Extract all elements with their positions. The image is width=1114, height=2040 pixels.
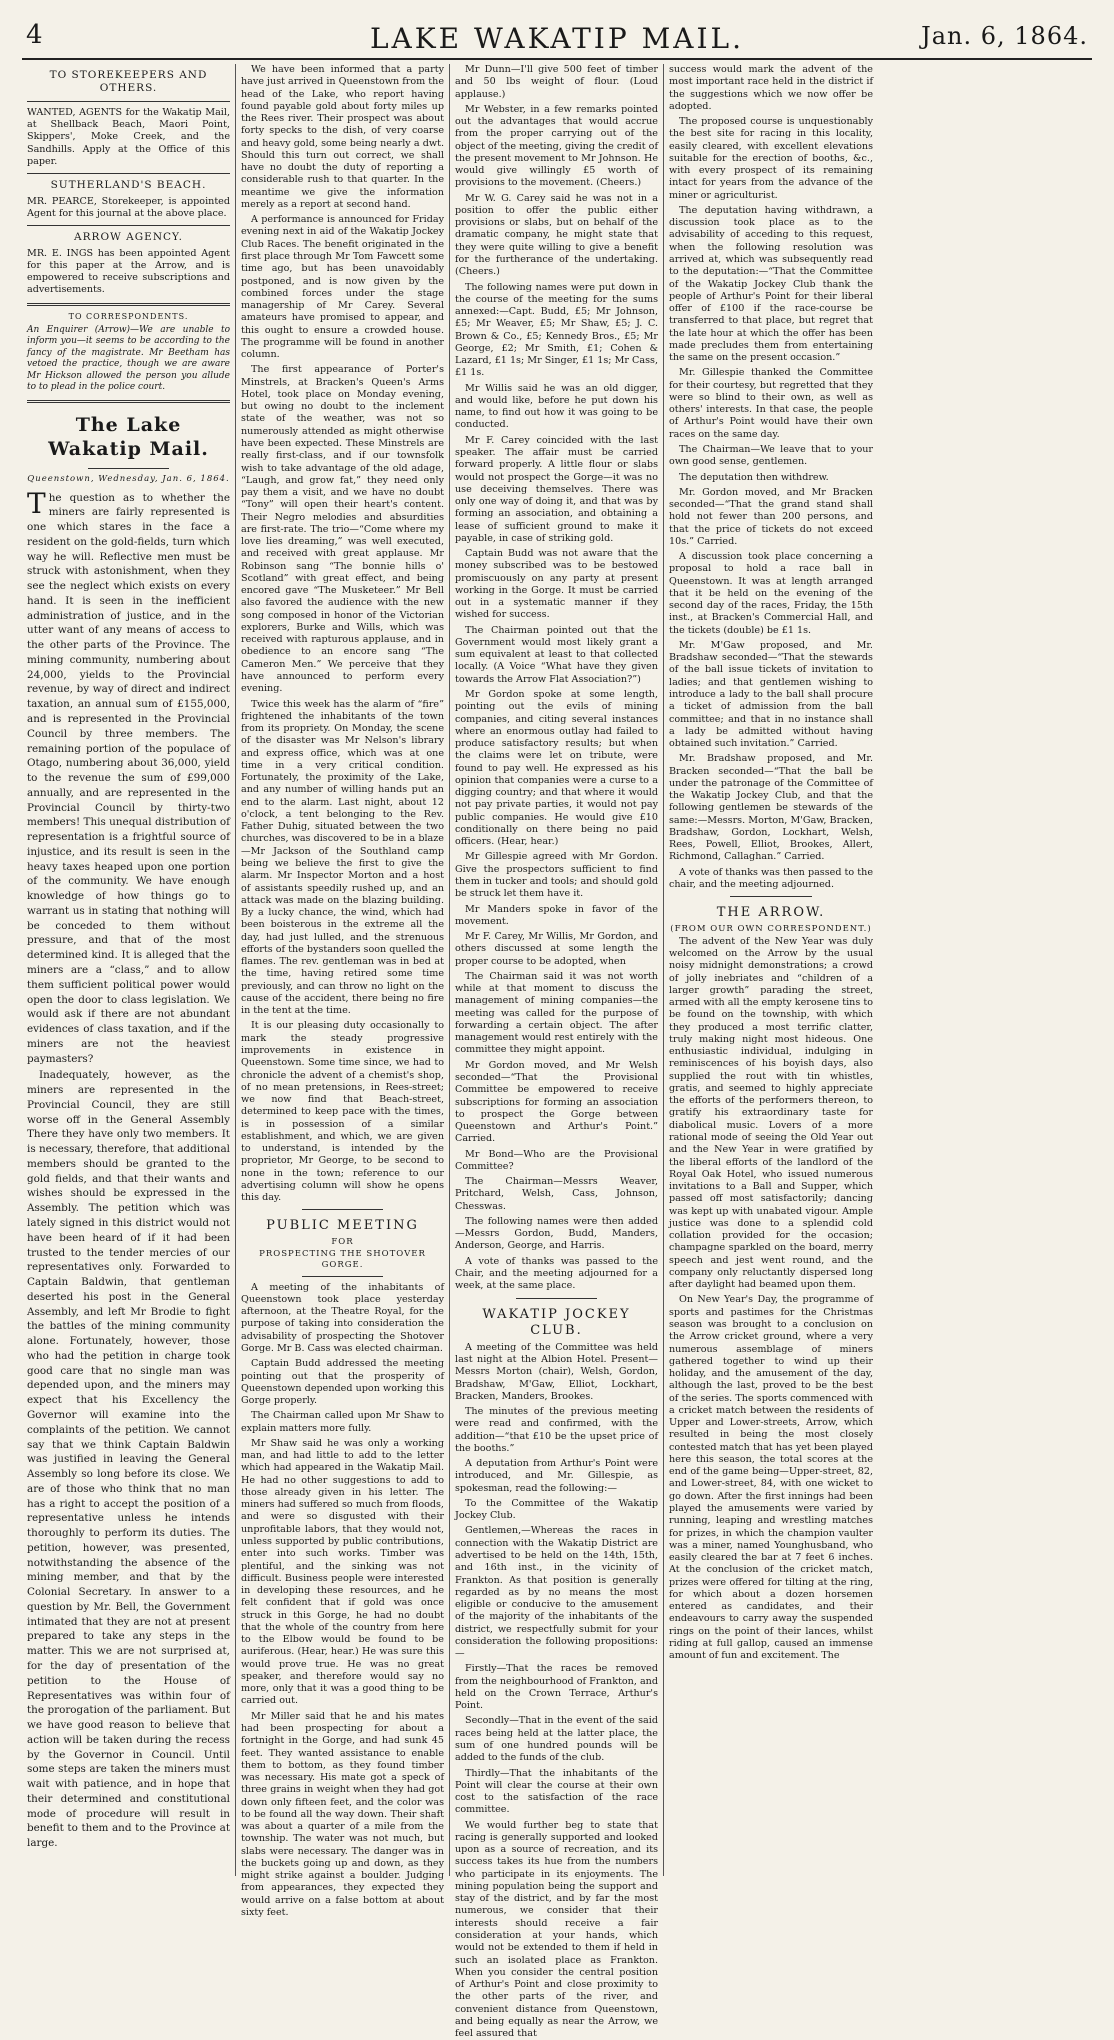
columns <box>22 64 1092 2040</box>
heading-the-arrow: THE ARROW. <box>716 905 826 921</box>
news-paragraph: The advent of the New Year was duly welcomed on the Arrow by the usual noisy midnight demonstrations; a crowd of jolly inebriates and “children of a larger growth” parading the street, armed with all the empty kerosene tins to be found on the township, with which they produced a most terrific clatter, truly making night most hideous. One enthusiastic individual, indulging in reminiscences of his boyish days, also supplied the rout with tin whistles, gratis, and seemed to highly appreciate the efforts of the performers thereon, to gratify his extraordinary taste for diabolical music. Lovers of a more rational mode of seeing the Old Year out and the New Year in were gratified by the liberal efforts of the landlord of the Royal Oak Hotel, who issued numerous invitations to a Ball and Supper, which passed off most satisfactorily; dancing was kept up with unabated vigour. Ample justice was done to a splendid cold collation provided for the occasion; champagne sparkled on the board, merry speech and jest went round, and the company only reluctantly dispersed long after daylight had beamed upon them. <box>669 935 873 1291</box>
news-paragraph: The Chairman pointed out that the Government would most likely grant a sum equivalent at least to that collected locally. (A Voice “What have they given towards the Arrow Flat Association?”) <box>455 624 658 685</box>
news-paragraph: A meeting of the Committee was held last night at the Albion Hotel. Present—Messrs Morton (chair), Welsh, Gordon, Bradshaw, M'Gaw, Elliot, Lockhart, Bracken, Manders, Brookes. <box>455 1341 658 1402</box>
news-paragraph: Mr W. G. Carey said he was not in a position to offer the public either provisions or slabs, but on behalf of the dramatic company, he might state that they were quite willing to give a benefit for the furtherance of the undertaking. (Cheers.) <box>455 192 658 278</box>
news-paragraph: Mr. M'Gaw proposed, and Mr. Bradshaw seconded—“That the stewards of the ball issue tickets of invitation to ladies; and that gentlemen wishing to introduce a lady to the ball shall procure a ticket of admission from the ball committee; and that in no instance shall a lady be admitted without having obtained such invitation.” Carried. <box>669 639 873 750</box>
correspondent-note: An Enquirer (Arrow)—We are unable to inform you—it seems to be according to the fancy of the magistrate. Mr Beetham has vetoed the practice, though we are aware Mr Hickson allowed the person you allude to to plead in the police court. <box>27 324 230 393</box>
news-paragraph: Gentlemen,—Whereas the races in connection with the Wakatip District are advertised to be held on the 14th, 15th, and 16th inst., in the vicinity of Frankton. As that position is generally regarded as by no means the most eligible or conducive to the amusement of the majority of the inhabitants of the district, we respectfully submit for your consideration the following propositions:— <box>455 1525 658 1660</box>
divider <box>730 896 812 897</box>
divider <box>302 1209 383 1210</box>
news-paragraph: A deputation from Arthur's Point were introduced, and Mr. Gillespie, as spokesman, read the following:— <box>455 1458 658 1494</box>
news-paragraph: Mr Gordon moved, and Mr Welsh seconded—“That the Provisional Committee be empowered to receive subscriptions for forming an association to prospect the Gorge between Queenstown and Arthur's Point.” Carried. <box>455 1059 658 1145</box>
news-paragraph: Captain Budd addressed the meeting pointing out that the prosperity of Queenstown depended upon working this Gorge properly. <box>241 1358 444 1407</box>
column-1 <box>22 64 236 1876</box>
news-paragraph: The Chairman called upon Mr Shaw to explain matters more fully. <box>241 1410 444 1434</box>
divider <box>88 468 169 469</box>
news-paragraph: Mr. Gordon moved, and Mr Bracken seconded—“That the grand stand shall hold not fewer than 200 persons, and that the price of tickets do not exceed 10s.” Carried. <box>669 486 873 547</box>
news-paragraph: The deputation then withdrew. <box>679 471 829 483</box>
ad-agents-wanted: WANTED, AGENTS for the Wakatip Mail, at Shellback Beach, Maori Point, Skippers', Moke Creek, and the Sandhills. Apply at the Office of this paper. <box>27 106 230 167</box>
news-paragraph: We have been informed that a party have just arrived in Queenstown from the head of the Lake, who report having found payable gold about forty miles up the Rees river. Their prospect was about forty specks to the dish, of very coarse and heavy gold, some being nearly a dwt. Should this turn out correct, we shall have no doubt the duty of reporting a considerable rush to that quarter. In the meantime we give the information merely as a report at second hand. <box>241 64 444 210</box>
news-paragraph: Secondly—That in the event of the said races being held at the latter place, the sum of one hundred pounds will be added to the funds of the club. <box>455 1715 658 1764</box>
news-paragraph: The following names were then added—Messrs Gordon, Budd, Manders, Anderson, George, and Harris. <box>455 1215 658 1252</box>
divider <box>27 225 230 226</box>
paper-nameplate: The Lake Wakatip Mail. <box>48 414 209 461</box>
news-paragraph: Thirdly—That the inhabitants of the Point will clear the course at their own cost to the satisfaction of the race committee. <box>455 1767 658 1816</box>
ad-pearce: MR. PEARCE, Storekeeper, is appointed Agent for this journal at the above place. <box>27 195 230 219</box>
news-paragraph: A meeting of the inhabitants of Queenstown took place yesterday afternoon, at the Theatre Royal, for the purpose of taking into consideration the advisability of prospecting the Shotover Gorge. Mr B. Cass was elected chairman. <box>241 1281 444 1355</box>
heading-sutherland: SUTHERLAND'S BEACH. <box>50 179 207 192</box>
heading-jockey-club: WAKATIP JOCKEY CLUB. <box>482 1306 631 1339</box>
ad-ings: MR. E. INGS has been appointed Agent for this paper at the Arrow, and is empowered to receive subscriptions and advertisements. <box>27 247 230 296</box>
news-paragraph: Mr F. Carey coincided with the last speaker. The affair must be carried forward properly. A little flour or slabs would not prospect the Gorge—it was no use deceiving themselves. There was only one way of doing it, and that was by forming an association, and obtaining a lease of sufficient ground to make it payable, in case of striking gold. <box>455 434 658 544</box>
heading-for: FOR <box>331 1237 354 1248</box>
column-2 <box>236 64 450 1918</box>
news-paragraph: A vote of thanks was passed to the Chair, and the meeting adjourned for a week, at the same place. <box>455 1255 658 1292</box>
news-paragraph: Mr Gillespie agreed with Mr Gordon. Give the prospectors sufficient to find them in tucker and tools; and should gold be struck let them have it. <box>455 851 658 900</box>
news-paragraph: Mr Gordon spoke at some length, pointing out the evils of mining companies, and citing several instances where an enormous outlay had failed to produce satisfactory results; but when the claims were let on tribute, were found to pay well. He expressed as his opinion that companies were a curse to a digging country; and that where it would not pay private parties, it would not pay public companies. He would give £10 conditionally on there being no paid officers. (Hear, hear.) <box>455 689 658 848</box>
drop-cap: T <box>27 486 46 520</box>
heading-public-meeting: PUBLIC MEETING <box>266 1218 419 1234</box>
news-paragraph: Mr Webster, in a few remarks pointed out the advantages that would accrue from the proper carrying out of the object of the meeting, giving the credit of the present movement to Mr Johnson. He would give willingly £5 worth of provisions to the movement. (Cheers.) <box>455 103 658 189</box>
news-paragraph: success would mark the advent of the most important race held in the district if the suggestions which we now offer be adopted. <box>669 64 873 112</box>
divider <box>302 1276 383 1277</box>
news-paragraph: The deputation having withdrawn, a discussion took place as to the advisability of acceding to this request, when the following resolution was arrived at, which was subsequently read to the deputation:—“That the Committee of the Wakatip Jockey Club thank the people of Arthur's Point for their liberal offer of £100 if the race-course be transferred to that place, but regret that the late hour at which the offer has been made precludes them from entertaining the same on the present occasion.” <box>669 204 873 364</box>
news-paragraph: Mr Willis said he was an old digger, and would like, before he put down his name, to find out how it was going to be conducted. <box>455 382 658 431</box>
news-paragraph: The proposed course is unquestionably the best site for racing in this locality, easily cleared, with excellent elevations suitable for the erection of booths, &c., with every prospect of its remaining intact for years from the advance of the miner or agriculturist. <box>669 116 873 201</box>
page-number: 4 <box>26 20 43 50</box>
news-paragraph: Firstly—That the races be removed from the neighbourhood of Frankton, and held on the Crown Terrace, Arthur's Point. <box>455 1663 658 1712</box>
news-paragraph: Mr F. Carey, Mr Willis, Mr Gordon, and others discussed at some length the proper course to be adopted, when <box>455 931 658 967</box>
news-paragraph: A vote of thanks was then passed to the chair, and the meeting adjourned. <box>669 866 873 890</box>
news-paragraph: Mr Manders spoke in favor of the movement. <box>455 903 658 927</box>
editorial-paragraph: Inadequately, however, as the miners are represented in the Provincial Council, they are still worse off in the General Assembly There they have only two members. It is necessary, therefore, that additional members should be granted to the gold fields, and that their wants and wishes should be expressed in the Assembly. The petition which was lately signed in this district would not have been heard of if it had been trusted to the tender mercies of our representatives only. Forwarded to Captain Baldwin, that gentleman deserted his post in the General Assembly, and left Mr Brodie to fight the battles of the mining community alone. Fortunately, however, those who had the petition in charge took good care that no single man was depended upon, and the miners may expect that his Excellency the Governor will examine into the complaints of the petition. We cannot say that we think Captain Baldwin was justified in leaving the General Assembly so long before its close. We are of those who think that no man has a right to accept the position of a representative unless he intends thoroughly to perform its duties. The petition, however, was presented, notwithstanding the absence of the mining member, and that by the Colonial Secretary. In answer to a question by Mr. Bell, the Government intimated that they are not at present prepared to take any steps in the matter. This we are not surprised at, for the day of presentation of the petition to the House of Representatives was within four of the prorogation of the parliament. But we have good reason to believe that action will be taken during the recess by the Governor in Council. Until some steps are taken the miners must wait with patience, and in hope that their determined and constitutional mode of procedure will result in benefit to them and to the Province at large. <box>27 1069 230 1850</box>
heading-arrow-agency: ARROW AGENCY. <box>74 231 183 244</box>
editorial-body <box>27 486 230 1851</box>
news-paragraph: Captain Budd was not aware that the money subscribed was to be bestowed promiscuously on any party at present working in the Gorge. It must be carried out in a systematic manner if they wished for success. <box>455 548 658 621</box>
news-paragraph: Mr Bond—Who are the Provisional Committee? <box>455 1148 658 1172</box>
news-paragraph: On New Year's Day, the programme of sports and pastimes for the Christmas season was brought to a conclusion on the Arrow cricket ground, where a very numerous assemblage of miners gathered together to wind up their holiday, and the amusement of the day, although the last, proved to be the best of the series. The sports commenced with a cricket match between the residents of Upper and Lower-streets, Arrow, which resulted in being the most closely contested match that has yet been played here this season, the total scores at the end of the game being—Upper-street, 82, and Lower-street, 84, with one wicket to go down. After the first innings had been played the amusements were varied by running, leaping and wrestling matches for prizes, in which the champion vaulter was a miner, named Younghusband, who easily cleared the bar at 7 feet 6 inches. At the conclusion of the cricket match, prizes were offered for tilting at the ring, for which about a dozen horsemen entered as candidates, and their endeavours to carry away the suspended rings on the point of their lances, whilst riding at full gallop, caused an immense amount of fun and excitement. The <box>669 1294 873 1662</box>
divider <box>27 303 230 306</box>
news-paragraph: The minutes of the previous meeting were read and confirmed, with the addition—“that £10 be the upset price of the booths.” <box>455 1406 658 1454</box>
news-paragraph: The following names were put down in the course of the meeting for the sums annexed:—Capt. Budd, £5; Mr Johnson, £5; Mr Weaver, £5; Mr Shaw, £5; J. C. Brown & Co., £5; Kennedy Bros., £5; Mr George, £2; Mr Smith, £1; Cohen & Lazard, £1 1s; Mr Singer, £1 1s; Mr Cass, £1 1s. <box>455 281 658 379</box>
divider <box>27 101 230 102</box>
masthead <box>22 18 1092 60</box>
news-paragraph: Mr. Bradshaw proposed, and Mr. Bracken seconded—“That the ball be under the patronage of the Committee of the Wakatip Jockey Club, and that the following gentlemen be stewards of the same:—Messrs. Morton, M'Gaw, Bracken, Bradshaw, Gordon, Lockhart, Welsh, Rees, Powell, Elliot, Brookes, Allert, Richmond, Callaghan.” Carried. <box>669 753 873 863</box>
divider <box>516 1298 597 1299</box>
news-paragraph: The Chairman said it was not worth while at that moment to discuss the management of mining companies—the meeting was called for the purpose of forwarding a certain object. The after management would rest entirely with the committee they might appoint. <box>455 970 658 1056</box>
news-paragraph: To the Committee of the Wakatip Jockey Club. <box>455 1497 658 1522</box>
column-4 <box>664 64 878 1876</box>
column-3 <box>450 64 664 2040</box>
heading-storekeepers: TO STOREKEEPERS AND OTHERS. <box>49 69 208 95</box>
news-paragraph: The Chairman—We leave that to your own good sense, gentlemen. <box>669 443 873 468</box>
heading-own-correspondent: (FROM OUR OWN CORRESPONDENT.) <box>670 923 872 934</box>
news-paragraph: A performance is announced for Friday evening next in aid of the Wakatip Jockey Club Races. The benefit originated in the first place through Mr Tom Fawcett some time ago, but has been unavoidably postponed, and is now given by the combined forces under the stage managership of Mr Carey. Several amateurs have promised to appear, and this ought to ensure a crowded house. The programme will be found in another column. <box>241 214 444 361</box>
heading-correspondents: TO CORRESPONDENTS. <box>68 311 189 321</box>
news-paragraph: It is our pleasing duty occasionally to mark the steady progressive improvements in existence in Queenstown. Some time since, we had to chronicle the advent of a chemist's shop, of no mean pretensions, in Rees-street; we now find that Beach-street, determined to keep pace with the times, is in possession of a similar establishment, and which, we are given to understand, is intended by the proprietor, Mr George, to be second to none in the town; reference to our advertising column will show he opens this day. <box>241 1020 444 1204</box>
news-paragraph: Twice this week has the alarm of “fire” frightened the inhabitants of the town from its propriety. On Monday, the scene of the disaster was Mr Nelson's library and express office, which was at one time in a very critical condition. Fortunately, the proximity of the Lake, and any number of willing hands put an end to the alarm. Last night, about 12 o'clock, a tent belonging to the Rev. Father Duhig, situated between the two churches, was discovered to be in a blaze—Mr Jackson of the Southland camp being we believe the first to give the alarm. Mr Inspector Morton and a host of assistants speedily rushed up, and an attack was made on the blazing building. By a lucky chance, the wind, which had been boisterous in the extreme all the day, had just lulled, and the strenuous efforts of the bystanders soon quelled the flames. The rev. gentleman was in bed at the time, having retired some time previously, and can throw no light on the cause of the accident, there being no fire in the tent at the time. <box>241 698 444 1017</box>
news-paragraph: The first appearance of Porter's Minstrels, at Bracken's Queen's Arms Hotel, took place on Monday evening, but owing no doubt to the inclement state of the weather, was not so numerously attended as might otherwise have been expected. These Minstrels are really first-class, and if our townsfolk wish to take advantage of the old adage, “Laugh, and grow fat,” they need only pay them a visit, and we have no doubt “Tony” will open their heart's content. Their Negro melodies and absurdities are first-rate. The trio—“Come where my love lies dreaming,” was well executed, and received with great applause. Mr Robinson sang “The bonnie hills o' Scotland” with great effect, and being encored gave “The Musketeer.” Mr Bell also favored the audience with the new song composed in honor of the Victorian explorers, Burke and Wills, which was received with rapturous applause, and in obedience to an encore sang “The Cameron Men.” We perceive that they have announced to perform every evening. <box>241 364 444 695</box>
news-paragraph: Mr Shaw said he was only a working man, and had little to add to the letter which had appeared in the Wakatip Mail. He had no other suggestions to add to those already given in his letter. The miners had suffered so much from floods, and were so disgusted with their unprofitable labors, that they would not, unless supported by public contributions, enter into such works. Timber was plentiful, and the sinking was not difficult. Business people were interested in developing these resources, and he felt confident that if gold was once struck in this Gorge, he had no doubt that the whole of the country from here to the Elbow would be found to be auriferous. (Hear, hear.) He was sure this would prove true. He was no great speaker, and therefore would say no more, only that it was a good thing to be carried out. <box>241 1437 444 1707</box>
news-paragraph: Mr Dunn—I'll give 500 feet of timber and 50 lbs weight of flour. (Loud applause.) <box>455 64 658 100</box>
heading-shotover: PROSPECTING THE SHOTOVER GORGE. <box>259 1248 426 1270</box>
news-paragraph: Mr Miller said that he and his mates had been prospecting for about a fortnight in the Gorge, and had sunk 45 feet. They wanted assistance to enable them to bottom, as they found timber was necessary. His mate got a speck of three grains in weight when they had got down only fifteen feet, and the color was to be found all the way down. Their shaft was about a quarter of a mile from the township. The water was not much, but slabs were necessary. The danger was in the buckets going up and down, as they might strike against a boulder. Judging from appearances, they expected they would arrive on a false bottom at about sixty feet. <box>241 1710 444 1918</box>
editorial-dateline: Queenstown, Wednesday, Jan. 6, 1864. <box>27 473 230 484</box>
divider <box>27 400 230 403</box>
news-paragraph: We would further beg to state that racing is generally supported and looked upon as a source of recreation, and its success takes its hue from the numbers who participate in its enjoyments. The mining population being the support and stay of the district, and by far the most numerous, we consider that their interests should receive a fair consideration at your hands, which would not be extended to them if held in such an isolated place as Frankton. When you consider the central position of Arthur's Point and close proximity to the other parts of the river, and convenient distance from Queenstown, and being equally as near the Arrow, we feel assured that <box>455 1819 658 2040</box>
news-paragraph: The Chairman—Messrs Weaver, Pritchard, Welsh, Cass, Johnson, Chesswas. <box>455 1176 658 1212</box>
newspaper-title: LAKE WAKATIP MAIL. <box>369 22 745 55</box>
news-paragraph: Mr. Gillespie thanked the Committee for their courtesy, but regretted that they were so blind to their own, as well as others' interests. In that case, the people of Arthur's Point would have their own races on the same day. <box>669 367 873 440</box>
news-paragraph: A discussion took place concerning a proposal to hold a race ball in Queenstown. It was at length arranged that it be held on the evening of the second day of the races, Friday, the 15th inst., at Bracken's Commercial Hall, and the tickets (double) be £1 1s. <box>669 551 873 636</box>
issue-date: Jan. 6, 1864. <box>921 22 1088 50</box>
divider <box>27 173 230 174</box>
editorial-paragraph: The question as to whether the miners are fairly represented is one which stares in the face a resident on the gold-fields, turn which way he will. Reflective men must be struck with astonishment, when they see the neglect which exists on every hand. It is seen in the inefficient administration of justice, and in the utter want of any means of access to the other parts of the Province. The mining community, numbering about 24,000, yields to the Provincial revenue, by way of direct and indirect taxation, an annual sum of £155,000, and is represented in the Provincial Council by three members. The remaining portion of the populace of Otago, numbering about 36,000, yield to the revenue the sum of £99,000 annually, and are represented in the Provincial Council by thirty-two members! This unequal distribution of representation is a frightful source of injustice, and its result is seen in the heavy taxes heaped upon one portion of the community. We have enough knowledge of how things go to warrant us in stating that nothing will be conceded to them without pressure, and that of the most determined kind. It is alleged that the miners are a “class,” and to allow them sufficient political power would open the door to class legislation. We would ask if there are not abundant evidences of class taxation, and if the miners are not the heaviest paymasters? <box>27 486 230 1065</box>
